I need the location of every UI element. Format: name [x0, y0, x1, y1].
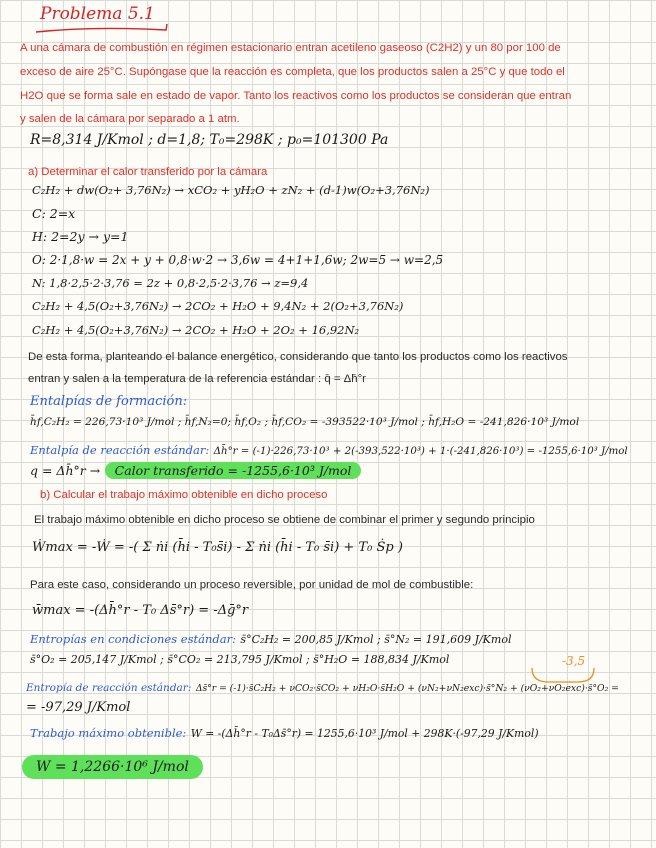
problem-title-text: Problema 5.1: [40, 4, 155, 24]
reaction-enthalpy-label: Entalpía de reacción estándar:: [30, 443, 210, 457]
entropy-values-2: s̄°O₂ = 205,147 J/Kmol ; s̄°CO₂ = 213,795 J/Kmol ; s̄°H₂O = 188,834 J/Kmol: [30, 653, 450, 666]
enthalpy-values: h̄f,C₂H₂ = 226,73·10³ J/mol ; h̄f,N₂=0; h̄f,O₂ ; h̄f,CO₂ = -393522·10³ J/mol ; h̄f,H₂O = -241,826·10³ J/mol: [30, 416, 580, 428]
entropy-heading: Entropías en condiciones estándar:: [30, 632, 236, 646]
part-a-heading: a) Determinar el calor transferido por la cámara: [28, 166, 268, 178]
carbon-balance: C: 2=x: [32, 206, 76, 221]
final-result-highlight: W = 1,2266·10⁶ J/mol: [22, 755, 203, 779]
hydrogen-balance: H: 2=2y → y=1: [32, 229, 129, 244]
statement-line-3: H2O que se forma sale en estado de vapor. Tanto los reactivos como los productos se consideran que entran: [20, 90, 572, 102]
balance-text-1: De esta forma, planteando el balance energético, considerando que tanto los productos como los reactivos: [28, 351, 568, 363]
statement-line-2: exceso de aire 25°C. Supóngase que la reacción es completa, que los productos salen a 25°C y que todo el: [20, 66, 565, 78]
oxygen-balance: O: 2·1,8·w = 2x + y + 0,8·w·2 → 3,6w = 4+1+1,6w; 2w=5 → w=2,5: [32, 253, 444, 267]
reaction-enthalpy-value: Δh̄°r = (-1)·226,73·10³ + 2(-393,522·10³) + 1·(-241,826·10³) = -1255,6·10³ J/mol: [213, 446, 628, 457]
reaction-entropy-expr: Δs̄°r = (-1)·s̄C₂H₂ + νCO₂·s̄CO₂ + νH₂O·s̄H₂O + (νN₂+νN₂exc)·s̄°N₂ + (νO₂+νO₂exc)·s̄°O₂ =: [195, 683, 619, 694]
reaction-balanced-2: C₂H₂ + 4,5(O₂+3,76N₂) → 2CO₂ + H₂O + 2O₂ + 16,92N₂: [32, 323, 360, 337]
part-b-heading: b) Calcular el trabajo máximo obtenible en dicho proceso: [40, 489, 328, 501]
heat-result-highlight: Calor transferido = -1255,6·10³ J/mol: [105, 462, 362, 479]
enthalpy-heading: Entalpías de formación:: [30, 394, 188, 409]
heat-result-line: [30, 462, 361, 480]
entropy-values-1: s̄°C₂H₂ = 200,85 J/Kmol ; s̄°N₂ = 191,609 J/Kmol: [240, 633, 512, 646]
entropy-line-1: [30, 630, 511, 648]
reaction-enthalpy-line: [30, 441, 628, 459]
reaction-balanced-1: C₂H₂ + 4,5(O₂+3,76N₂) → 2CO₂ + H₂O + 9,4N₂ + 2(O₂+3,76N₂): [32, 299, 404, 313]
work-line: [30, 724, 539, 742]
reaction-entropy-line: [26, 678, 619, 696]
work-formula: Ẇmax = -Ẇ = -( Σ ṅi (h̄i - T₀s̄i) - Σ ṅi (h̄i - T₀ s̄i) + T₀ Ṡp ): [32, 540, 403, 555]
nitrogen-balance: N: 1,8·2,5·2·3,76 = 2z + 0,8·2,5·2·3,76 → z=9,4: [32, 276, 309, 290]
statement-line-1: A una cámara de combustión en régimen estacionario entran acetileno gaseoso (C2H2) y un 80 por 100 de: [20, 42, 561, 54]
problem-title: [40, 4, 155, 24]
constants-line: R=8,314 J/Kmol ; d=1,8; T₀=298K ; p₀=101300 Pa: [30, 132, 389, 148]
orange-note: -3,5: [562, 654, 586, 668]
heat-lhs: q = Δh̄°r →: [30, 463, 101, 478]
w-max-formula: w̄max = -(Δh̄°r - T₀ Δs̄°r) = -Δḡ°r: [32, 603, 249, 618]
work-label: Trabajo máximo obtenible:: [30, 726, 187, 740]
reaction-entropy-label: Entropía de reacción estándar:: [26, 682, 192, 694]
reaction-entropy-result: = -97,29 J/Kmol: [26, 700, 131, 715]
statement-line-4: y salen de la cámara por separado a 1 atm.: [20, 113, 240, 125]
work-text: El trabajo máximo obtenible en dicho proceso se obtiene de combinar el primer y segundo principio: [34, 514, 535, 526]
work-expression: W = -(Δh̄°r - T₀Δs̄°r) = 1255,6·10³ J/mol + 298K·(-97,29 J/Kmol): [190, 727, 539, 740]
title-underline: [34, 24, 174, 36]
reversible-text: Para este caso, considerando un proceso reversible, por unidad de mol de combustible:: [30, 579, 474, 591]
reaction-general: C₂H₂ + dw(O₂+ 3,76N₂) → xCO₂ + yH₂O + zN₂ + (d-1)w(O₂+3,76N₂): [32, 183, 430, 197]
balance-text-2: entran y salen a la temperatura de la referencia estándar : q̄ = Δh̄°r: [28, 373, 366, 385]
